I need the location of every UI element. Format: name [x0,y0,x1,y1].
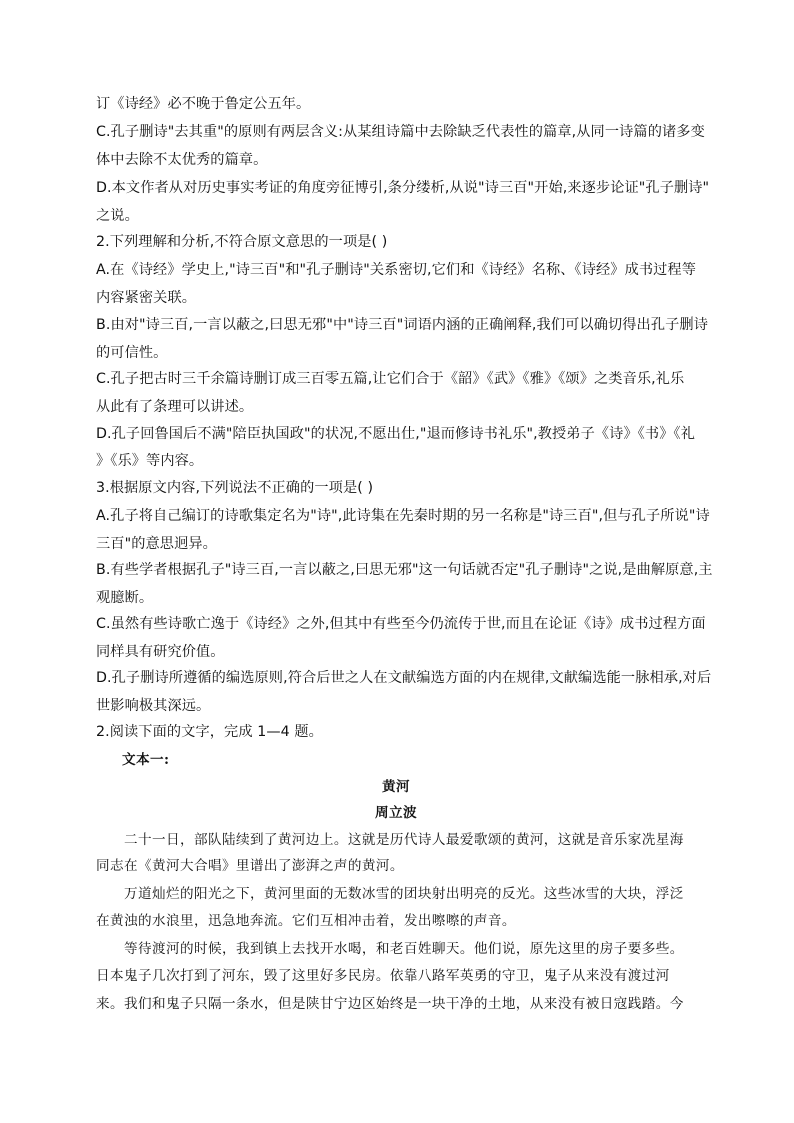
question-3-stem: 3.根据原文内容,下列说法不正确的一项是( ) [96,480,374,496]
text-line: 观臆断。 [96,590,154,606]
option-d-line: D.本文作者从对历史事实考证的角度旁征博引,条分缕析,从说"诗三百"开始,来逐步论证"孔子删诗" [96,180,710,196]
passage-line: 来。我们和鬼子只隔一条水，但是陕甘宁边区始终是一块干净的土地，从来没有被日寇践踏。今 [96,996,684,1012]
option-c-line: C.孔子删诗"去其重"的原则有两层含义:从某组诗篇中去除缺乏代表性的篇章,从同一诗篇的诸多变 [96,124,705,140]
passage-line: 二十一日，部队陆续到了黄河边上。这就是历代诗人最爱歌颂的黄河，这就是音乐家冼星海 [124,832,684,848]
option-a-line: A.孔子将自己编订的诗歌集定名为"诗",此诗集在先秦时期的另一名称是"诗三百",但与孔子所说"诗 [96,508,710,524]
text-line: 的可信性。 [96,345,168,361]
passage-line: 等待渡河的时候，我到镇上去找开水喝，和老百姓聊天。他们说，原先这里的房子要多些。 [124,941,684,957]
text-line: 体中去除不太优秀的篇章。 [96,152,268,168]
option-d-line: D.孔子删诗所遵循的编选原则,符合后世之人在文献编选方面的内在规律,文献编选能一脉相承,对后 [96,670,712,686]
text1-label: 文本一: [122,752,170,768]
poem-title: 黄河 [382,779,410,795]
passage-line: 万道灿烂的阳光之下，黄河里面的无数冰雪的团块射出明亮的反光。这些冰雪的大块，浮泛 [124,886,684,902]
passage-line: 同志在《黄河大合唱》里谱出了澎湃之声的黄河。 [96,858,404,874]
option-a-line: A.在《诗经》学史上,"诗三百"和"孔子删诗"关系密切,它们和《诗经》名称、《诗经》成书过程等 [96,262,697,278]
option-b-line: B.有些学者根据孔子"诗三百,一言以蔽之,曰思无邪"这一句话就否定"孔子删诗"之说,是曲解原意,主 [96,562,713,578]
text-line: 》《乐》等内容。 [96,453,204,469]
option-d-line: D.孔子回鲁国后不满"陪臣执国政"的状况,不愿出仕,"退而修诗书礼乐",教授弟子《诗》《书》《礼 [96,426,695,442]
reading-instruction: 2.阅读下面的文字，完成 1—4 题。 [96,724,323,740]
option-c-line: C.虽然有些诗歌亡逸于《诗经》之外,但其中有些至今仍流传于世,而且在论证《诗》成书过程方面 [96,616,706,632]
passage-line: 日本鬼子几次打到了河东，毁了这里好多民房。依靠八路军英勇的守卫，鬼子从来没有渡过河 [96,968,670,984]
text-line: 世影响极其深远。 [96,698,211,714]
text-line: 同样具有研究价值。 [96,644,225,660]
text-line: 三百"的意思迥异。 [96,536,217,552]
text-line: 从此有了条理可以讲述。 [96,399,254,415]
text-line: 内容紧密关联。 [96,290,197,306]
question-2-stem: 2.下列理解和分析,不符合原文意思的一项是( ) [96,234,388,250]
passage-line: 在黄浊的水浪里，迅急地奔流。它们互相冲击着，发出嚓嚓的声音。 [96,913,516,929]
text-line: 订《诗经》必不晚于鲁定公五年。 [96,96,311,112]
text-line: 之说。 [96,208,139,224]
author-name: 周立波 [375,805,417,821]
option-c-line: C.孔子把古时三千余篇诗删订成三百零五篇,让它们合于《韶》《武》《雅》《颂》之类音乐,礼乐 [96,371,685,387]
option-b-line: B.由对"诗三百,一言以蔽之,曰思无邪"中"诗三百"词语内涵的正确阐释,我们可以确切得出孔子删诗 [96,317,708,333]
